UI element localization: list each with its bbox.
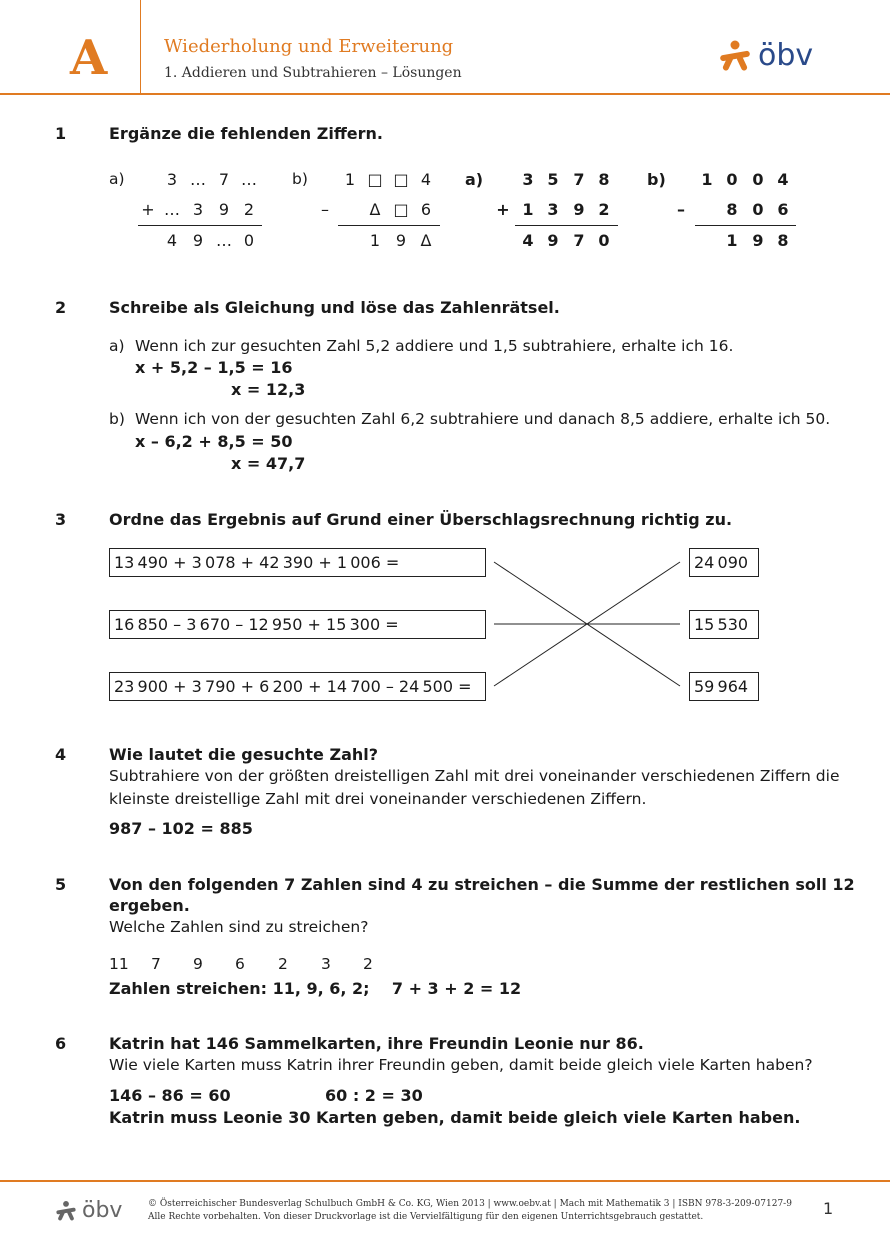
number-item: 2 [278, 955, 288, 973]
rights-line: Alle Rechte vorbehalten. Von dieser Druckvorlage ist die Vervielfältigung für den eigenen Unterrichtsgebrauch gestattet. [148, 1212, 704, 1222]
digit: 9 [395, 231, 407, 250]
digit: 9 [752, 231, 764, 250]
expression-box: 16 850 – 3 670 – 12 950 + 15 300 = [109, 610, 486, 639]
number-item: 2 [363, 955, 373, 973]
digit: 9 [218, 200, 230, 219]
page-subtitle: 1. Addieren und Subtrahieren – Lösungen [164, 65, 462, 81]
operator: + [141, 200, 155, 219]
solution: x = 12,3 [231, 380, 306, 399]
oebv-logo-text: öbv [758, 38, 814, 73]
riddle-text: Wenn ich von der gesuchten Zahl 6,2 subtrahiere und danach 8,5 addiere, erhalte ich 50. [135, 410, 831, 428]
digit: … [216, 231, 232, 250]
header-rule [0, 93, 890, 95]
task-question: Von den folgenden 7 Zahlen sind 4 zu streichen – die Summe der restlichen soll 12 [109, 875, 855, 894]
digit: Δ [369, 200, 381, 219]
task-number: 6 [55, 1034, 67, 1053]
solution: x = 47,7 [231, 454, 306, 473]
oebv-logo [718, 38, 813, 73]
page-title: Wiederholung und Erweiterung [164, 36, 454, 57]
task-text: Subtrahiere von der größten dreistelligen Zahl mit drei voneinander verschiedenen Ziffern die [109, 767, 840, 785]
digit: 9 [573, 200, 585, 219]
label-a-solution: a) [465, 170, 484, 189]
label-b: b) [292, 170, 308, 188]
equation: 146 – 86 = 60 [109, 1086, 231, 1105]
digit: 0 [598, 231, 610, 250]
digit: … [241, 170, 257, 189]
task-number: 5 [55, 875, 67, 894]
task-question: Katrin hat 146 Sammelkarten, ihre Freundin Leonie nur 86. [109, 1034, 644, 1053]
digit: 9 [547, 231, 559, 250]
digit: 0 [752, 170, 764, 189]
digit: □ [367, 170, 383, 189]
oebv-star-icon [55, 1200, 77, 1222]
digit: 1 [522, 200, 534, 219]
footer-logo [55, 1198, 122, 1223]
oebv-star-icon [718, 39, 752, 73]
task-text: Wie viele Karten muss Katrin ihrer Freundin geben, damit beide gleich viele Karten haben? [109, 1056, 813, 1074]
label-a: a) [109, 337, 125, 355]
task-text: Welche Zahlen sind zu streichen? [109, 918, 369, 936]
digit: 1 [701, 170, 713, 189]
digit: 3 [192, 200, 204, 219]
page-number: 1 [823, 1199, 834, 1218]
digit: □ [393, 200, 409, 219]
digit: 2 [598, 200, 610, 219]
sum-line [695, 225, 796, 226]
digit: 8 [598, 170, 610, 189]
number-item: 6 [235, 955, 245, 973]
digit: 8 [726, 200, 738, 219]
number-item: 9 [193, 955, 203, 973]
equation: x + 5,2 – 1,5 = 16 [135, 358, 293, 377]
digit: 3 [522, 170, 534, 189]
number-item: 7 [151, 955, 161, 973]
equation: 60 : 2 = 30 [325, 1086, 423, 1105]
matching-lines [486, 548, 689, 702]
digit: 1 [369, 231, 381, 250]
result-box: 24 090 [689, 548, 759, 577]
expression-box: 23 900 + 3 790 + 6 200 + 14 700 – 24 500 = [109, 672, 486, 701]
footer-rule [0, 1180, 890, 1182]
header-divider [140, 0, 141, 94]
digit: 4 [777, 170, 789, 189]
digit: … [164, 200, 180, 219]
task-number: 2 [55, 298, 67, 317]
operator: – [321, 200, 329, 219]
riddle-text: Wenn ich zur gesuchten Zahl 5,2 addiere und 1,5 subtrahiere, erhalte ich 16. [135, 337, 734, 355]
digit: 4 [420, 170, 432, 189]
digit: 8 [777, 231, 789, 250]
digit: 3 [547, 200, 559, 219]
digit: 4 [522, 231, 534, 250]
result-box: 59 964 [689, 672, 759, 701]
digit: 6 [420, 200, 432, 219]
operator: + [496, 200, 510, 219]
result-box: 15 530 [689, 610, 759, 639]
digit: 1 [344, 170, 356, 189]
digit: 0 [726, 170, 738, 189]
digit: 7 [218, 170, 230, 189]
digit: 2 [243, 200, 255, 219]
digit: 7 [573, 170, 585, 189]
number-item: 11 [109, 955, 129, 973]
answer: 987 – 102 = 885 [109, 819, 253, 838]
answer: Katrin muss Leonie 30 Karten geben, damit beide gleich viele Karten haben. [109, 1108, 801, 1127]
digit: Δ [420, 231, 432, 250]
number-item: 3 [321, 955, 331, 973]
label-b: b) [109, 410, 125, 428]
digit: 0 [752, 200, 764, 219]
task-number: 4 [55, 745, 67, 764]
chapter-letter: A [70, 30, 108, 86]
digit: 5 [547, 170, 559, 189]
digit: 4 [166, 231, 178, 250]
task-question: Wie lautet die gesuchte Zahl? [109, 745, 379, 764]
expression-box: 13 490 + 3 078 + 42 390 + 1 006 = [109, 548, 486, 577]
digit: … [190, 170, 206, 189]
task-text: kleinste dreistellige Zahl mit drei voneinander verschiedenen Ziffern. [109, 790, 647, 808]
digit: 9 [192, 231, 204, 250]
digit: 3 [166, 170, 178, 189]
label-a: a) [109, 170, 125, 188]
task-question: ergeben. [109, 896, 190, 915]
label-b-solution: b) [647, 170, 666, 189]
digit: 6 [777, 200, 789, 219]
digit: 0 [243, 231, 255, 250]
task-question: Schreibe als Gleichung und löse das Zahlenrätsel. [109, 298, 560, 317]
task-number: 3 [55, 510, 67, 529]
digit: 7 [573, 231, 585, 250]
copyright-line: © Österreichischer Bundesverlag Schulbuch GmbH & Co. KG, Wien 2013 | www.oebv.at | Mach mit Mathematik 3 | ISBN 978-3-209-07127-9 [148, 1199, 792, 1209]
sum-line [515, 225, 618, 226]
sum-line [138, 225, 262, 226]
footer-logo-text: öbv [82, 1198, 123, 1223]
equation: x – 6,2 + 8,5 = 50 [135, 432, 293, 451]
task-question: Ergänze die fehlenden Ziffern. [109, 124, 384, 143]
task-number: 1 [55, 124, 67, 143]
digit: 1 [726, 231, 738, 250]
digit: □ [393, 170, 409, 189]
answer: Zahlen streichen: 11, 9, 6, 2; 7 + 3 + 2 = 12 [109, 979, 522, 998]
task-question: Ordne das Ergebnis auf Grund einer Überschlagsrechnung richtig zu. [109, 510, 733, 529]
operator: – [677, 200, 685, 219]
sum-line [338, 225, 440, 226]
